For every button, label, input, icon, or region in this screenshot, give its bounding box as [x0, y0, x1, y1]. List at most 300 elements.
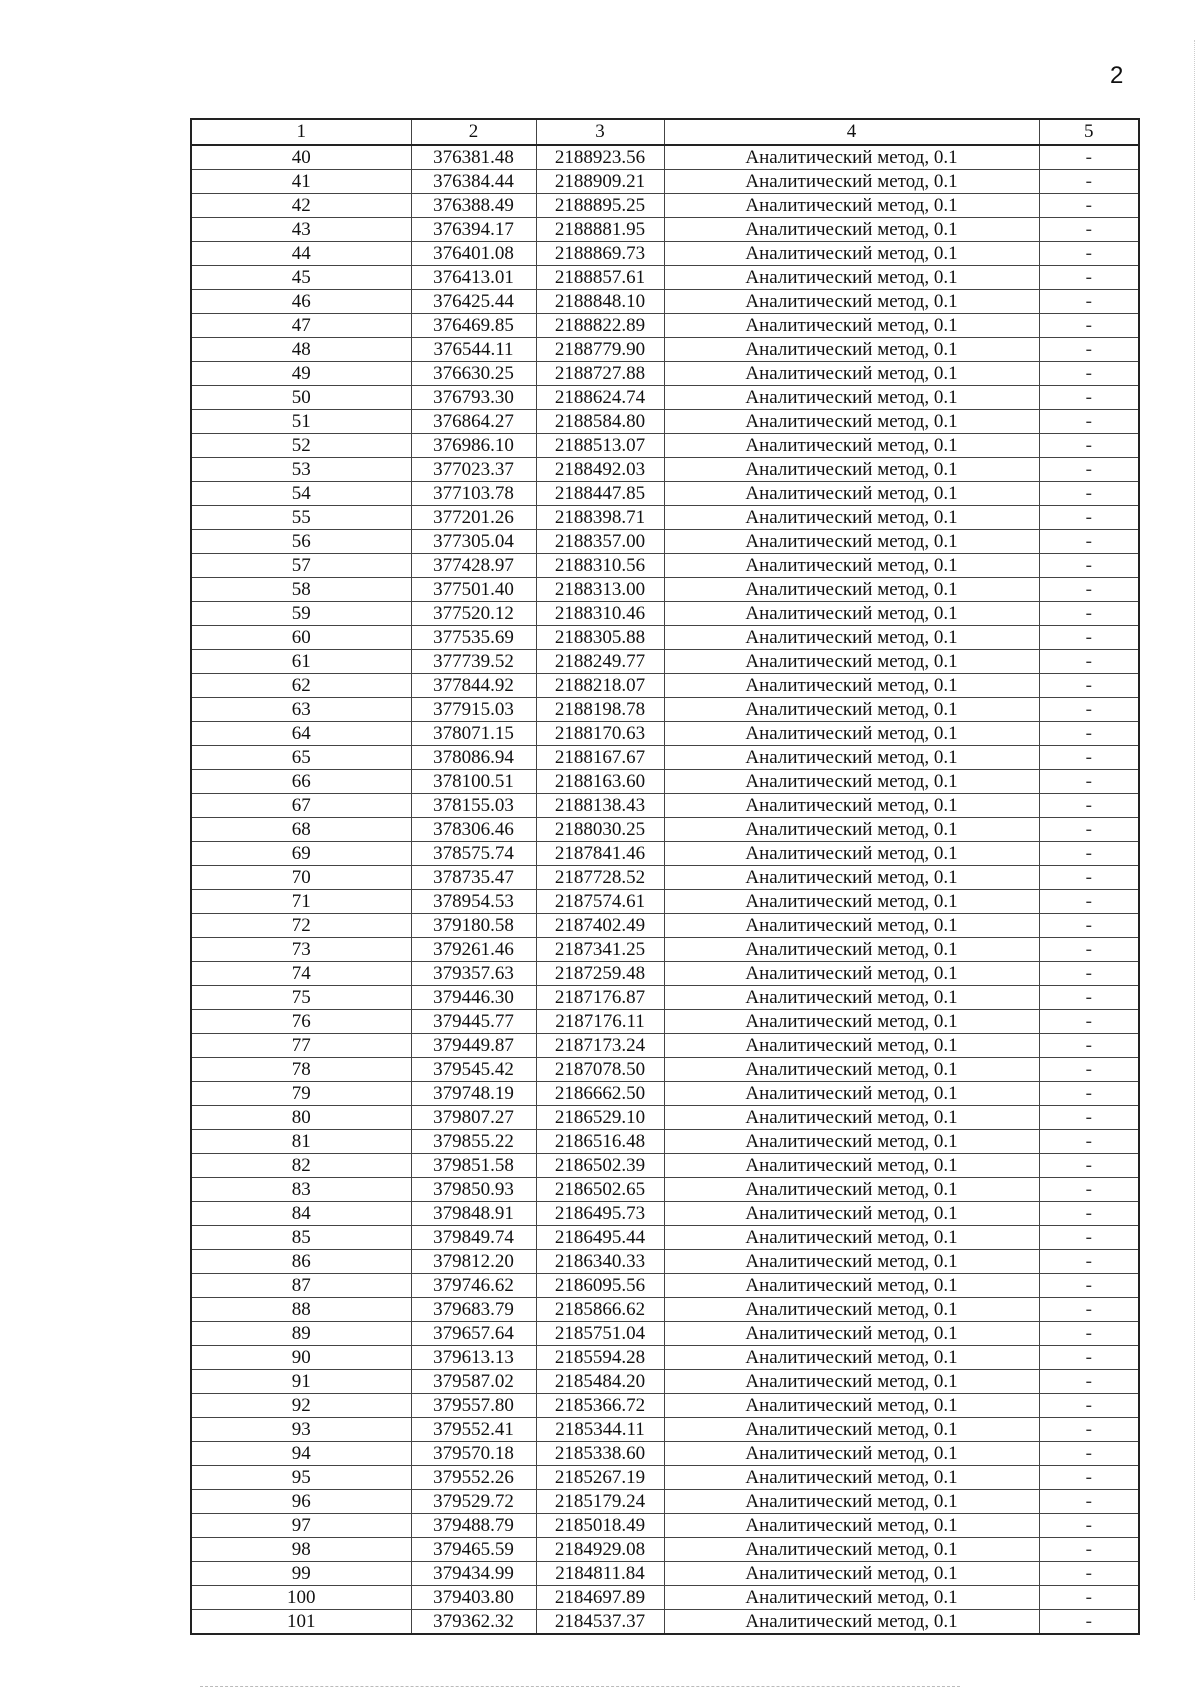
y-coordinate-cell: 2187259.48	[536, 962, 664, 986]
method-cell: Аналитический метод, 0.1	[664, 1010, 1039, 1034]
point-number-cell: 81	[191, 1130, 411, 1154]
point-number-cell: 44	[191, 242, 411, 266]
point-number-cell: 88	[191, 1298, 411, 1322]
method-cell: Аналитический метод, 0.1	[664, 1298, 1039, 1322]
table-row	[191, 266, 1139, 290]
x-coordinate-cell: 379850.93	[411, 1178, 536, 1202]
y-coordinate-cell: 2187173.24	[536, 1034, 664, 1058]
column-header: 1	[191, 119, 411, 145]
table-row	[191, 1010, 1139, 1034]
note-cell: -	[1039, 1394, 1139, 1418]
table-row	[191, 1418, 1139, 1442]
y-coordinate-cell: 2186529.10	[536, 1106, 664, 1130]
method-cell: Аналитический метод, 0.1	[664, 746, 1039, 770]
x-coordinate-cell: 376413.01	[411, 266, 536, 290]
x-coordinate-cell: 379812.20	[411, 1250, 536, 1274]
y-coordinate-cell: 2187176.87	[536, 986, 664, 1010]
y-coordinate-cell: 2184929.08	[536, 1538, 664, 1562]
x-coordinate-cell: 379855.22	[411, 1130, 536, 1154]
x-coordinate-cell: 377844.92	[411, 674, 536, 698]
y-coordinate-cell: 2188779.90	[536, 338, 664, 362]
table-row	[191, 1466, 1139, 1490]
point-number-cell: 63	[191, 698, 411, 722]
x-coordinate-cell: 376381.48	[411, 145, 536, 170]
point-number-cell: 48	[191, 338, 411, 362]
y-coordinate-cell: 2185751.04	[536, 1322, 664, 1346]
table-row	[191, 314, 1139, 338]
point-number-cell: 52	[191, 434, 411, 458]
point-number-cell: 55	[191, 506, 411, 530]
table-row	[191, 938, 1139, 962]
note-cell: -	[1039, 1538, 1139, 1562]
x-coordinate-cell: 377520.12	[411, 602, 536, 626]
y-coordinate-cell: 2185267.19	[536, 1466, 664, 1490]
table-row	[191, 194, 1139, 218]
x-coordinate-cell: 376986.10	[411, 434, 536, 458]
y-coordinate-cell: 2188727.88	[536, 362, 664, 386]
x-coordinate-cell: 379557.80	[411, 1394, 536, 1418]
y-coordinate-cell: 2186502.39	[536, 1154, 664, 1178]
method-cell: Аналитический метод, 0.1	[664, 170, 1039, 194]
column-header: 4	[664, 119, 1039, 145]
point-number-cell: 40	[191, 145, 411, 170]
point-number-cell: 70	[191, 866, 411, 890]
method-cell: Аналитический метод, 0.1	[664, 1082, 1039, 1106]
y-coordinate-cell: 2188895.25	[536, 194, 664, 218]
point-number-cell: 65	[191, 746, 411, 770]
x-coordinate-cell: 379261.46	[411, 938, 536, 962]
method-cell: Аналитический метод, 0.1	[664, 218, 1039, 242]
method-cell: Аналитический метод, 0.1	[664, 1370, 1039, 1394]
point-number-cell: 45	[191, 266, 411, 290]
point-number-cell: 93	[191, 1418, 411, 1442]
y-coordinate-cell: 2188398.71	[536, 506, 664, 530]
point-number-cell: 94	[191, 1442, 411, 1466]
table-row	[191, 650, 1139, 674]
note-cell: -	[1039, 650, 1139, 674]
note-cell: -	[1039, 530, 1139, 554]
y-coordinate-cell: 2187402.49	[536, 914, 664, 938]
y-coordinate-cell: 2185018.49	[536, 1514, 664, 1538]
x-coordinate-cell: 379529.72	[411, 1490, 536, 1514]
note-cell: -	[1039, 1274, 1139, 1298]
table-row	[191, 1106, 1139, 1130]
note-cell: -	[1039, 1346, 1139, 1370]
note-cell: -	[1039, 962, 1139, 986]
method-cell: Аналитический метод, 0.1	[664, 722, 1039, 746]
bottom-scan-line	[200, 1686, 960, 1688]
x-coordinate-cell: 379403.80	[411, 1586, 536, 1610]
note-cell: -	[1039, 890, 1139, 914]
note-cell: -	[1039, 602, 1139, 626]
point-number-cell: 84	[191, 1202, 411, 1226]
note-cell: -	[1039, 1034, 1139, 1058]
table-row	[191, 914, 1139, 938]
y-coordinate-cell: 2187078.50	[536, 1058, 664, 1082]
y-coordinate-cell: 2188138.43	[536, 794, 664, 818]
method-cell: Аналитический метод, 0.1	[664, 1346, 1039, 1370]
note-cell: -	[1039, 1202, 1139, 1226]
table-row	[191, 290, 1139, 314]
method-cell: Аналитический метод, 0.1	[664, 194, 1039, 218]
point-number-cell: 76	[191, 1010, 411, 1034]
y-coordinate-cell: 2186662.50	[536, 1082, 664, 1106]
x-coordinate-cell: 378735.47	[411, 866, 536, 890]
note-cell: -	[1039, 362, 1139, 386]
method-cell: Аналитический метод, 0.1	[664, 266, 1039, 290]
y-coordinate-cell: 2187574.61	[536, 890, 664, 914]
method-cell: Аналитический метод, 0.1	[664, 1418, 1039, 1442]
header-row	[191, 119, 1139, 145]
x-coordinate-cell: 376384.44	[411, 170, 536, 194]
table-row	[191, 1058, 1139, 1082]
table-row	[191, 1130, 1139, 1154]
note-cell: -	[1039, 218, 1139, 242]
table-row	[191, 866, 1139, 890]
x-coordinate-cell: 376401.08	[411, 242, 536, 266]
point-number-cell: 85	[191, 1226, 411, 1250]
x-coordinate-cell: 378954.53	[411, 890, 536, 914]
y-coordinate-cell: 2187341.25	[536, 938, 664, 962]
table-row	[191, 242, 1139, 266]
point-number-cell: 56	[191, 530, 411, 554]
y-coordinate-cell: 2186495.44	[536, 1226, 664, 1250]
method-cell: Аналитический метод, 0.1	[664, 986, 1039, 1010]
table-row	[191, 410, 1139, 434]
note-cell: -	[1039, 770, 1139, 794]
note-cell: -	[1039, 818, 1139, 842]
method-cell: Аналитический метод, 0.1	[664, 314, 1039, 338]
point-number-cell: 69	[191, 842, 411, 866]
method-cell: Аналитический метод, 0.1	[664, 1274, 1039, 1298]
x-coordinate-cell: 377201.26	[411, 506, 536, 530]
method-cell: Аналитический метод, 0.1	[664, 842, 1039, 866]
note-cell: -	[1039, 290, 1139, 314]
method-cell: Аналитический метод, 0.1	[664, 410, 1039, 434]
note-cell: -	[1039, 1178, 1139, 1202]
note-cell: -	[1039, 410, 1139, 434]
y-coordinate-cell: 2188492.03	[536, 458, 664, 482]
x-coordinate-cell: 376469.85	[411, 314, 536, 338]
table-row	[191, 602, 1139, 626]
x-coordinate-cell: 376793.30	[411, 386, 536, 410]
note-cell: -	[1039, 1130, 1139, 1154]
table-row	[191, 674, 1139, 698]
note-cell: -	[1039, 1490, 1139, 1514]
table-row	[191, 530, 1139, 554]
note-cell: -	[1039, 145, 1139, 170]
note-cell: -	[1039, 170, 1139, 194]
x-coordinate-cell: 379851.58	[411, 1154, 536, 1178]
note-cell: -	[1039, 458, 1139, 482]
note-cell: -	[1039, 842, 1139, 866]
point-number-cell: 95	[191, 1466, 411, 1490]
x-coordinate-cell: 378575.74	[411, 842, 536, 866]
method-cell: Аналитический метод, 0.1	[664, 530, 1039, 554]
x-coordinate-cell: 379587.02	[411, 1370, 536, 1394]
note-cell: -	[1039, 698, 1139, 722]
method-cell: Аналитический метод, 0.1	[664, 650, 1039, 674]
method-cell: Аналитический метод, 0.1	[664, 1226, 1039, 1250]
method-cell: Аналитический метод, 0.1	[664, 1466, 1039, 1490]
note-cell: -	[1039, 626, 1139, 650]
x-coordinate-cell: 377103.78	[411, 482, 536, 506]
point-number-cell: 75	[191, 986, 411, 1010]
table-row	[191, 1274, 1139, 1298]
y-coordinate-cell: 2184811.84	[536, 1562, 664, 1586]
note-cell: -	[1039, 314, 1139, 338]
method-cell: Аналитический метод, 0.1	[664, 338, 1039, 362]
point-number-cell: 51	[191, 410, 411, 434]
point-number-cell: 87	[191, 1274, 411, 1298]
method-cell: Аналитический метод, 0.1	[664, 674, 1039, 698]
point-number-cell: 68	[191, 818, 411, 842]
y-coordinate-cell: 2188584.80	[536, 410, 664, 434]
method-cell: Аналитический метод, 0.1	[664, 242, 1039, 266]
point-number-cell: 100	[191, 1586, 411, 1610]
right-edge-scan-mark	[1194, 40, 1196, 1600]
point-number-cell: 92	[191, 1394, 411, 1418]
point-number-cell: 91	[191, 1370, 411, 1394]
table-row	[191, 1394, 1139, 1418]
x-coordinate-cell: 379807.27	[411, 1106, 536, 1130]
y-coordinate-cell: 2186095.56	[536, 1274, 664, 1298]
x-coordinate-cell: 377305.04	[411, 530, 536, 554]
table-row	[191, 1082, 1139, 1106]
y-coordinate-cell: 2186516.48	[536, 1130, 664, 1154]
point-number-cell: 77	[191, 1034, 411, 1058]
note-cell: -	[1039, 866, 1139, 890]
note-cell: -	[1039, 938, 1139, 962]
y-coordinate-cell: 2188909.21	[536, 170, 664, 194]
point-number-cell: 62	[191, 674, 411, 698]
method-cell: Аналитический метод, 0.1	[664, 1202, 1039, 1226]
method-cell: Аналитический метод, 0.1	[664, 578, 1039, 602]
method-cell: Аналитический метод, 0.1	[664, 1322, 1039, 1346]
table-row	[191, 890, 1139, 914]
table-row	[191, 1034, 1139, 1058]
y-coordinate-cell: 2188249.77	[536, 650, 664, 674]
table-row	[191, 698, 1139, 722]
x-coordinate-cell: 379746.62	[411, 1274, 536, 1298]
point-number-cell: 90	[191, 1346, 411, 1370]
table-row	[191, 458, 1139, 482]
point-number-cell: 42	[191, 194, 411, 218]
point-number-cell: 78	[191, 1058, 411, 1082]
method-cell: Аналитический метод, 0.1	[664, 626, 1039, 650]
method-cell: Аналитический метод, 0.1	[664, 1442, 1039, 1466]
y-coordinate-cell: 2188030.25	[536, 818, 664, 842]
column-header: 2	[411, 119, 536, 145]
x-coordinate-cell: 378100.51	[411, 770, 536, 794]
y-coordinate-cell: 2188198.78	[536, 698, 664, 722]
x-coordinate-cell: 376388.49	[411, 194, 536, 218]
note-cell: -	[1039, 914, 1139, 938]
y-coordinate-cell: 2188624.74	[536, 386, 664, 410]
method-cell: Аналитический метод, 0.1	[664, 1154, 1039, 1178]
x-coordinate-cell: 378155.03	[411, 794, 536, 818]
column-header: 3	[536, 119, 664, 145]
note-cell: -	[1039, 1106, 1139, 1130]
x-coordinate-cell: 379488.79	[411, 1514, 536, 1538]
x-coordinate-cell: 378086.94	[411, 746, 536, 770]
note-cell: -	[1039, 194, 1139, 218]
y-coordinate-cell: 2187176.11	[536, 1010, 664, 1034]
x-coordinate-cell: 377428.97	[411, 554, 536, 578]
note-cell: -	[1039, 1370, 1139, 1394]
point-number-cell: 53	[191, 458, 411, 482]
column-header: 5	[1039, 119, 1139, 145]
table-row	[191, 794, 1139, 818]
method-cell: Аналитический метод, 0.1	[664, 458, 1039, 482]
y-coordinate-cell: 2188848.10	[536, 290, 664, 314]
table-row	[191, 578, 1139, 602]
table-row	[191, 1490, 1139, 1514]
x-coordinate-cell: 379613.13	[411, 1346, 536, 1370]
point-number-cell: 66	[191, 770, 411, 794]
y-coordinate-cell: 2187841.46	[536, 842, 664, 866]
x-coordinate-cell: 379434.99	[411, 1562, 536, 1586]
x-coordinate-cell: 379657.64	[411, 1322, 536, 1346]
method-cell: Аналитический метод, 0.1	[664, 1034, 1039, 1058]
note-cell: -	[1039, 1010, 1139, 1034]
y-coordinate-cell: 2188857.61	[536, 266, 664, 290]
y-coordinate-cell: 2188163.60	[536, 770, 664, 794]
y-coordinate-cell: 2186502.65	[536, 1178, 664, 1202]
point-number-cell: 96	[191, 1490, 411, 1514]
note-cell: -	[1039, 746, 1139, 770]
y-coordinate-cell: 2184697.89	[536, 1586, 664, 1610]
x-coordinate-cell: 379545.42	[411, 1058, 536, 1082]
point-number-cell: 50	[191, 386, 411, 410]
point-number-cell: 97	[191, 1514, 411, 1538]
x-coordinate-cell: 376630.25	[411, 362, 536, 386]
note-cell: -	[1039, 434, 1139, 458]
method-cell: Аналитический метод, 0.1	[664, 386, 1039, 410]
y-coordinate-cell: 2188869.73	[536, 242, 664, 266]
method-cell: Аналитический метод, 0.1	[664, 1106, 1039, 1130]
method-cell: Аналитический метод, 0.1	[664, 145, 1039, 170]
point-number-cell: 60	[191, 626, 411, 650]
table-row	[191, 1370, 1139, 1394]
y-coordinate-cell: 2185866.62	[536, 1298, 664, 1322]
x-coordinate-cell: 379570.18	[411, 1442, 536, 1466]
point-number-cell: 47	[191, 314, 411, 338]
table-row	[191, 554, 1139, 578]
x-coordinate-cell: 379552.41	[411, 1418, 536, 1442]
y-coordinate-cell: 2185484.20	[536, 1370, 664, 1394]
point-number-cell: 59	[191, 602, 411, 626]
table-row	[191, 842, 1139, 866]
table-row	[191, 818, 1139, 842]
point-number-cell: 89	[191, 1322, 411, 1346]
y-coordinate-cell: 2188513.07	[536, 434, 664, 458]
point-number-cell: 58	[191, 578, 411, 602]
method-cell: Аналитический метод, 0.1	[664, 602, 1039, 626]
method-cell: Аналитический метод, 0.1	[664, 890, 1039, 914]
coordinates-table	[190, 118, 1140, 1635]
y-coordinate-cell: 2185594.28	[536, 1346, 664, 1370]
table-row	[191, 626, 1139, 650]
note-cell: -	[1039, 1298, 1139, 1322]
method-cell: Аналитический метод, 0.1	[664, 818, 1039, 842]
table-row	[191, 1322, 1139, 1346]
y-coordinate-cell: 2188167.67	[536, 746, 664, 770]
x-coordinate-cell: 377739.52	[411, 650, 536, 674]
y-coordinate-cell: 2184537.37	[536, 1610, 664, 1635]
table-row	[191, 218, 1139, 242]
x-coordinate-cell: 376394.17	[411, 218, 536, 242]
point-number-cell: 67	[191, 794, 411, 818]
note-cell: -	[1039, 554, 1139, 578]
table-row	[191, 1154, 1139, 1178]
y-coordinate-cell: 2188881.95	[536, 218, 664, 242]
table-row	[191, 1250, 1139, 1274]
point-number-cell: 72	[191, 914, 411, 938]
y-coordinate-cell: 2188313.00	[536, 578, 664, 602]
x-coordinate-cell: 377023.37	[411, 458, 536, 482]
note-cell: -	[1039, 1514, 1139, 1538]
method-cell: Аналитический метод, 0.1	[664, 698, 1039, 722]
page-number: 2	[1110, 62, 1124, 89]
table-row	[191, 362, 1139, 386]
x-coordinate-cell: 376425.44	[411, 290, 536, 314]
y-coordinate-cell: 2185366.72	[536, 1394, 664, 1418]
x-coordinate-cell: 379357.63	[411, 962, 536, 986]
x-coordinate-cell: 379683.79	[411, 1298, 536, 1322]
point-number-cell: 98	[191, 1538, 411, 1562]
note-cell: -	[1039, 1562, 1139, 1586]
y-coordinate-cell: 2186495.73	[536, 1202, 664, 1226]
note-cell: -	[1039, 722, 1139, 746]
y-coordinate-cell: 2188305.88	[536, 626, 664, 650]
y-coordinate-cell: 2185344.11	[536, 1418, 664, 1442]
note-cell: -	[1039, 1442, 1139, 1466]
method-cell: Аналитический метод, 0.1	[664, 770, 1039, 794]
table-row	[191, 1346, 1139, 1370]
note-cell: -	[1039, 1466, 1139, 1490]
method-cell: Аналитический метод, 0.1	[664, 866, 1039, 890]
table-row	[191, 506, 1139, 530]
method-cell: Аналитический метод, 0.1	[664, 434, 1039, 458]
note-cell: -	[1039, 578, 1139, 602]
table-row	[191, 986, 1139, 1010]
table-row	[191, 145, 1139, 170]
point-number-cell: 64	[191, 722, 411, 746]
table-row	[191, 746, 1139, 770]
note-cell: -	[1039, 1226, 1139, 1250]
method-cell: Аналитический метод, 0.1	[664, 506, 1039, 530]
y-coordinate-cell: 2188357.00	[536, 530, 664, 554]
x-coordinate-cell: 379552.26	[411, 1466, 536, 1490]
y-coordinate-cell: 2186340.33	[536, 1250, 664, 1274]
table-row	[191, 1538, 1139, 1562]
method-cell: Аналитический метод, 0.1	[664, 1610, 1039, 1635]
point-number-cell: 82	[191, 1154, 411, 1178]
x-coordinate-cell: 378306.46	[411, 818, 536, 842]
x-coordinate-cell: 379848.91	[411, 1202, 536, 1226]
point-number-cell: 41	[191, 170, 411, 194]
point-number-cell: 79	[191, 1082, 411, 1106]
table-row	[191, 1514, 1139, 1538]
table-row	[191, 962, 1139, 986]
point-number-cell: 46	[191, 290, 411, 314]
point-number-cell: 57	[191, 554, 411, 578]
note-cell: -	[1039, 1058, 1139, 1082]
x-coordinate-cell: 379449.87	[411, 1034, 536, 1058]
point-number-cell: 86	[191, 1250, 411, 1274]
point-number-cell: 49	[191, 362, 411, 386]
